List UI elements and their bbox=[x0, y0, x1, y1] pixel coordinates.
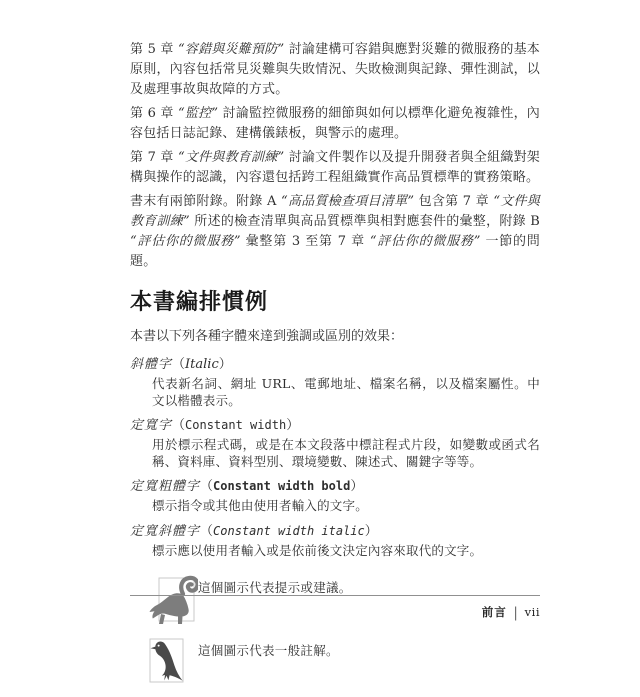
paren-open: （ bbox=[172, 418, 186, 433]
paragraph-ch7 bbox=[130, 148, 540, 188]
general-note bbox=[130, 636, 540, 688]
chapter-title-ref: “高品質檢查項目清單” bbox=[281, 194, 415, 209]
footer-separator: | bbox=[513, 603, 518, 621]
conventions-list bbox=[130, 356, 540, 559]
convention-label-zh: 定寬字 bbox=[130, 418, 173, 433]
convention-constant-width bbox=[130, 416, 540, 470]
paragraph-ch6 bbox=[130, 104, 540, 144]
chapter-title-ref: “容錯與災難預防” bbox=[178, 42, 285, 57]
convention-label-en: Constant width bold bbox=[213, 479, 351, 493]
paragraph-text: 彙整第 3 至第 7 章 bbox=[240, 234, 370, 249]
paren-open: （ bbox=[172, 357, 186, 372]
crow-note-icon bbox=[130, 636, 198, 688]
paragraph-appendices bbox=[130, 192, 540, 272]
convention-label-en: Italic bbox=[185, 357, 219, 372]
convention-label bbox=[130, 356, 540, 374]
section-heading-conventions: 本書編排慣例 bbox=[130, 290, 269, 315]
convention-label bbox=[130, 416, 540, 435]
chapter-title-ref: “監控” bbox=[178, 106, 219, 121]
convention-desc: 標示應以使用者輸入或是依前後文決定內容來取代的文字。 bbox=[152, 542, 483, 558]
paren-open: （ bbox=[200, 479, 214, 494]
notes-section bbox=[130, 573, 540, 688]
paragraph-text: 討論文件製作以及提升開發者與全組織對架構與操作的認識，內容還包括跨工程組織實作高品質標準的實務策略。 bbox=[130, 150, 541, 185]
convention-desc: 標示指令或其他由使用者輸入的文字。 bbox=[152, 498, 368, 513]
convention-label-zh: 斜體字 bbox=[130, 357, 173, 372]
convention-label-en: Constant width italic bbox=[213, 523, 365, 538]
paragraph-text: 第 5 章 bbox=[130, 42, 179, 57]
paragraph-text: 一節的問題。 bbox=[130, 234, 541, 269]
paren-close: ） bbox=[286, 418, 300, 433]
paren-close: ） bbox=[350, 479, 364, 494]
convention-label-zh: 定寬斜體字 bbox=[130, 523, 201, 539]
conventions-intro: 本書以下列各種字體來達到強調或區別的效果： bbox=[130, 329, 404, 344]
convention-constant-width-italic bbox=[130, 522, 540, 560]
paragraph-text: 包含第 7 章 bbox=[414, 194, 494, 209]
paragraph-ch5 bbox=[130, 40, 540, 100]
convention-label bbox=[130, 522, 540, 541]
footer-section-label: 前言 bbox=[481, 605, 507, 619]
general-note-text: 這個圖示代表一般註解。 bbox=[198, 643, 339, 658]
tip-note-text: 這個圖示代表提示或建議。 bbox=[198, 580, 352, 595]
paragraph-text: 討論監控微服務的細節與如何以標準化避免複雜性，內容包括日誌記錄、建構儀錶板，與警示的處理。 bbox=[130, 106, 541, 141]
paren-close: ） bbox=[218, 357, 232, 372]
chapter-title-ref: “評估你的微服務” bbox=[369, 234, 481, 249]
convention-italic bbox=[130, 356, 540, 409]
paren-close: ） bbox=[364, 523, 378, 539]
convention-label-zh: 定寬粗體字 bbox=[130, 479, 201, 494]
paragraph-text: 討論建構可容錯與應對災難的微服務的基本原則，內容包括常見災難與失敗情況、失敗檢測與記錄、彈性測試，以及處理事故與故障的方式。 bbox=[130, 42, 541, 97]
chapter-title-ref: “評估你的微服務” bbox=[130, 234, 241, 249]
paragraph-text: 第 6 章 bbox=[130, 106, 179, 121]
convention-constant-width-bold bbox=[130, 477, 540, 515]
paren-open: （ bbox=[200, 523, 214, 539]
paragraph-text: 所述的檢查清單與高品質標準與相對應套件的彙整，附錄 B bbox=[189, 214, 540, 229]
page-footer bbox=[130, 595, 540, 620]
chapter-title-ref: “文件與教育訓練” bbox=[130, 194, 540, 229]
chapter-title-ref: “文件與教育訓練” bbox=[178, 150, 285, 165]
convention-desc: 用於標示程式碼，或是在本文段落中標註程式片段，如變數或函式名稱、資料庫、資料型別、環境變數、陳述式、關鍵字等等。 bbox=[152, 437, 540, 469]
convention-label-en: Constant width bbox=[185, 418, 287, 432]
convention-label bbox=[130, 477, 540, 496]
paragraph-text: 第 7 章 bbox=[130, 150, 179, 165]
paragraph-text: 書末有兩節附錄。附錄 A bbox=[130, 194, 282, 209]
convention-desc: 代表新名詞、網址 URL、電郵地址、檔案名稱，以及檔案屬性。中文以楷體表示。 bbox=[152, 376, 540, 408]
footer-page-number: vii bbox=[524, 605, 540, 619]
